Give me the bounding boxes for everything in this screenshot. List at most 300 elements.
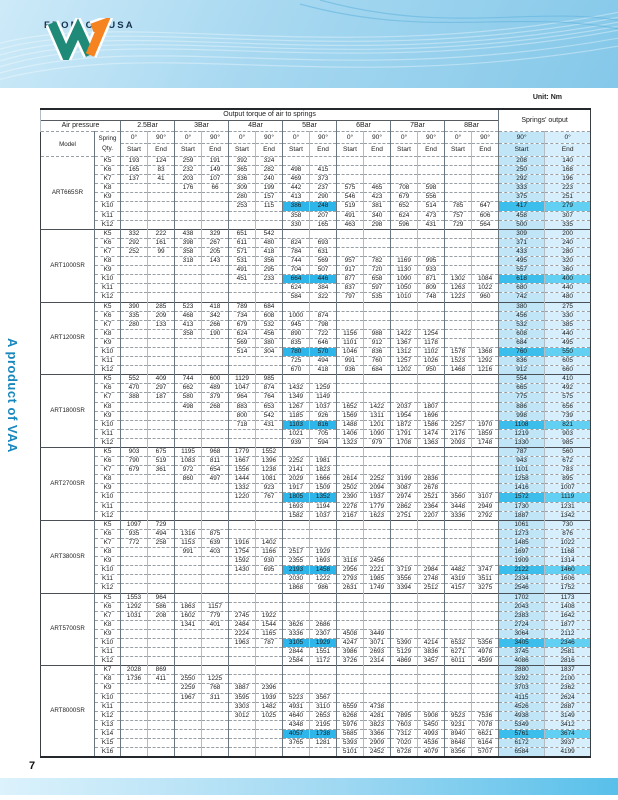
spring-qty-cell: K11 (95, 211, 121, 220)
torque-cell: 646 (310, 338, 337, 347)
torque-cell (418, 693, 445, 702)
torque-cell: 679 (391, 193, 418, 202)
springs-output-cell: 2887 (545, 702, 591, 711)
torque-cell (337, 466, 364, 475)
model-block (41, 520, 591, 593)
torque-cell: 624 (229, 329, 256, 338)
table-row (41, 211, 591, 220)
torque-cell: 1922 (256, 611, 283, 620)
torque-cell: 5707 (472, 748, 499, 758)
springs-output-cell: 1219 (499, 429, 545, 438)
torque-cell (391, 593, 418, 602)
table-row (41, 466, 591, 475)
torque-cell (364, 311, 391, 320)
torque-cell (148, 729, 175, 738)
torque-cell: 431 (418, 220, 445, 229)
torque-cell (418, 457, 445, 466)
springs-output-cell: 742 (499, 293, 545, 302)
torque-cell: 1267 (283, 402, 310, 411)
torque-cell: 3747 (472, 566, 499, 575)
torque-cell (175, 420, 202, 429)
torque-cell: 764 (256, 393, 283, 402)
end-header: End (202, 144, 229, 157)
table-row (41, 538, 591, 547)
torque-cell: 252 (121, 247, 148, 256)
torque-cell (202, 511, 229, 520)
torque-cell: 779 (202, 611, 229, 620)
torque-cell (310, 375, 337, 384)
torque-cell: 2949 (472, 502, 499, 511)
spring-qty-cell: K12 (95, 657, 121, 666)
springs-output-cell: 1101 (499, 466, 545, 475)
torque-cell: 431 (256, 420, 283, 429)
model-name: ART8000SR (41, 666, 95, 757)
torque-cell: 1929 (310, 548, 337, 557)
torque-cell (364, 247, 391, 256)
torque-cell (256, 366, 283, 375)
torque-cell: 2631 (337, 584, 364, 593)
torque-cell (472, 548, 499, 557)
torque-cell: 268 (202, 402, 229, 411)
model-name: ART5700SR (41, 593, 95, 666)
torque-cell (445, 184, 472, 193)
spring-qty-cell: K8 (95, 548, 121, 557)
torque-cell (418, 529, 445, 538)
end-header: End (472, 144, 499, 157)
springs-output-cell: 557 (499, 266, 545, 275)
springs-output-cell: 684 (499, 338, 545, 347)
torque-cell (175, 438, 202, 447)
torque-cell: 654 (202, 466, 229, 475)
brand-logo (42, 18, 182, 31)
torque-cell: 1090 (391, 275, 418, 284)
torque-cell (418, 320, 445, 329)
torque-cell: 1556 (229, 466, 256, 475)
table-title: Output torque of air to springs (41, 109, 499, 121)
torque-cell: 1667 (229, 457, 256, 466)
angle-header: 0° (337, 132, 364, 144)
torque-cell (256, 220, 283, 229)
torque-cell: 193 (121, 157, 148, 166)
torque-cell (472, 229, 499, 238)
torque-cell: 8648 (445, 739, 472, 748)
torque-cell: 670 (283, 366, 310, 375)
torque-cell (202, 493, 229, 502)
torque-cell (175, 511, 202, 520)
torque-cell (202, 484, 229, 493)
springs-output-cell: 672 (545, 457, 591, 466)
springs-output-cell: 4938 (499, 711, 545, 720)
springs-output-cell: 985 (545, 438, 591, 447)
torque-cell (391, 311, 418, 320)
torque-cell (364, 175, 391, 184)
torque-cell (229, 293, 256, 302)
table-row (41, 257, 591, 266)
torque-cell (337, 157, 364, 166)
start-header: Start (337, 144, 364, 157)
torque-cell: 936 (337, 366, 364, 375)
torque-cell (202, 338, 229, 347)
torque-cell: 415 (310, 166, 337, 175)
torque-cell (202, 593, 229, 602)
torque-cell (175, 293, 202, 302)
springs-output-cell: 196 (545, 175, 591, 184)
torque-cell: 1807 (418, 402, 445, 411)
torque-cell (256, 520, 283, 529)
torque-cell (148, 502, 175, 511)
springs-output-cell: 6172 (499, 739, 545, 748)
spring-qty-cell: K7 (95, 247, 121, 256)
torque-cell: 651 (229, 229, 256, 238)
torque-cell (472, 702, 499, 711)
torque-cell: 388 (121, 393, 148, 402)
torque-cell: 1509 (310, 484, 337, 493)
springs-output-cell: 2334 (499, 575, 545, 584)
torque-cell (202, 193, 229, 202)
torque-cell: 6011 (445, 657, 472, 666)
torque-cell: 1791 (391, 429, 418, 438)
torque-cell (148, 266, 175, 275)
torque-cell (445, 457, 472, 466)
torque-cell: 2748 (418, 575, 445, 584)
torque-cell (391, 693, 418, 702)
torque-cell: 2029 (283, 475, 310, 484)
springs-output-cell: 656 (545, 402, 591, 411)
table-row (41, 557, 591, 566)
torque-cell (148, 275, 175, 284)
torque-cell: 6621 (472, 729, 499, 738)
torque-cell: 1194 (310, 502, 337, 511)
torque-cell: 631 (310, 247, 337, 256)
springs-output-cell: 775 (499, 393, 545, 402)
springs-output-cell: 4115 (499, 693, 545, 702)
table-row (41, 693, 591, 702)
table-row (41, 675, 591, 684)
torque-cell: 957 (337, 257, 364, 266)
torque-cell: 2195 (310, 720, 337, 729)
torque-cell: 330 (283, 220, 310, 229)
table-row (41, 511, 591, 520)
spring-qty-cell: K10 (95, 693, 121, 702)
torque-cell: 1129 (229, 375, 256, 384)
torque-cell (472, 475, 499, 484)
torque-cell (229, 729, 256, 738)
torque-cell (202, 420, 229, 429)
torque-cell (202, 202, 229, 211)
torque-cell (148, 584, 175, 593)
springs-output-cell: 6584 (499, 748, 545, 758)
torque-cell (121, 620, 148, 629)
torque-cell (229, 584, 256, 593)
torque-cell: 809 (418, 284, 445, 293)
torque-cell: 1238 (256, 466, 283, 475)
torque-cell: 2584 (283, 657, 310, 666)
torque-cell: 358 (283, 211, 310, 220)
table-row (41, 657, 591, 666)
table-row (41, 329, 591, 338)
torque-cell (229, 648, 256, 657)
angle-header: 90° (472, 132, 499, 144)
torque-cell (391, 393, 418, 402)
springs-output-cell: 275 (545, 302, 591, 311)
torque-cell: 2390 (337, 493, 364, 502)
torque-cell: 480 (256, 238, 283, 247)
torque-cell: 639 (202, 538, 229, 547)
torque-cell (418, 393, 445, 402)
table-row (41, 238, 591, 247)
page-number: 7 (29, 760, 36, 772)
torque-cell (391, 629, 418, 638)
torque-cell: 5685 (337, 729, 364, 738)
torque-cell: 1652 (337, 402, 364, 411)
table-row (41, 529, 591, 538)
torque-cell: 991 (175, 548, 202, 557)
torque-cell: 2909 (364, 739, 391, 748)
torque-cell (472, 175, 499, 184)
spring-qty-cell: K11 (95, 357, 121, 366)
torque-cell (364, 457, 391, 466)
torque-cell: 6532 (445, 638, 472, 647)
torque-cell (175, 575, 202, 584)
springs-output-cell: 292 (499, 175, 545, 184)
springs-output-cell: 1173 (545, 593, 591, 602)
torque-cell: 3595 (229, 693, 256, 702)
spring-qty-cell: K10 (95, 493, 121, 502)
torque-cell (310, 448, 337, 457)
torque-cell (364, 520, 391, 529)
torque-cell (391, 157, 418, 166)
torque-cell (283, 529, 310, 538)
springs-output-cell: 1273 (499, 529, 545, 538)
torque-cell: 985 (256, 375, 283, 384)
end-header: End (418, 144, 445, 157)
torque-cell: 988 (364, 329, 391, 338)
springs-output-cell: 251 (545, 193, 591, 202)
torque-cell (121, 693, 148, 702)
torque-cell: 1341 (175, 620, 202, 629)
torque-cell: 258 (148, 538, 175, 547)
torque-cell (391, 175, 418, 184)
torque-cell (175, 202, 202, 211)
torque-cell (445, 538, 472, 547)
torque-cell: 149 (202, 166, 229, 175)
springs-output-cell: 5349 (499, 720, 545, 729)
torque-cell: 1929 (310, 638, 337, 647)
spring-qty-cell: K9 (95, 338, 121, 347)
table-row (41, 684, 591, 693)
springs-output-header: Springs' output (499, 109, 591, 132)
torque-cell: 1103 (283, 420, 310, 429)
torque-cell: 2396 (256, 684, 283, 693)
torque-cell (337, 384, 364, 393)
torque-cell: 968 (202, 448, 229, 457)
torque-cell: 498 (175, 402, 202, 411)
torque-cell: 945 (283, 320, 310, 329)
torque-cell: 2836 (418, 475, 445, 484)
springs-output-cell: 3064 (499, 629, 545, 638)
torque-cell: 1693 (283, 502, 310, 511)
springs-output-cell: 554 (499, 375, 545, 384)
torque-cell: 584 (283, 293, 310, 302)
torque-cell: 695 (256, 566, 283, 575)
torque-cell: 2512 (418, 584, 445, 593)
springs-output-cell: 440 (545, 284, 591, 293)
springs-output-cell: 2624 (545, 693, 591, 702)
torque-cell: 133 (148, 320, 175, 329)
torque-cell (418, 593, 445, 602)
torque-cell: 358 (175, 329, 202, 338)
springs-output-cell: 400 (545, 275, 591, 284)
torque-cell: 2693 (364, 648, 391, 657)
torque-cell: 3336 (445, 511, 472, 520)
torque-cell: 3726 (337, 657, 364, 666)
spring-qty-cell: K5 (95, 375, 121, 384)
angle-header: 90° (418, 132, 445, 144)
torque-cell (148, 257, 175, 266)
torque-cell (472, 629, 499, 638)
torque-cell (337, 693, 364, 702)
torque-cell: 9231 (445, 720, 472, 729)
torque-cell (472, 538, 499, 547)
torque-cell: 986 (310, 584, 337, 593)
torque-cell (391, 611, 418, 620)
torque-cell: 2307 (310, 629, 337, 638)
torque-cell: 2456 (364, 557, 391, 566)
torque-cell: 6728 (391, 748, 418, 758)
torque-cell: 4738 (364, 702, 391, 711)
torque-cell (337, 166, 364, 175)
torque-cell (121, 420, 148, 429)
torque-cell: 1738 (310, 729, 337, 738)
torque-cell (310, 748, 337, 758)
springs-output-cell: 760 (499, 347, 545, 356)
torque-cell: 5390 (391, 638, 418, 647)
torque-cell (202, 520, 229, 529)
torque-cell: 4640 (283, 711, 310, 720)
torque-cell: 4869 (391, 657, 418, 666)
springs-output-cell: 440 (545, 329, 591, 338)
torque-cell: 1332 (229, 484, 256, 493)
torque-cell: 800 (229, 411, 256, 420)
torque-cell: 413 (283, 193, 310, 202)
table-row (41, 302, 591, 311)
torque-cell (364, 666, 391, 675)
torque-cell: 497 (202, 475, 229, 484)
torque-cell (472, 384, 499, 393)
torque-cell: 1602 (175, 611, 202, 620)
torque-cell (256, 502, 283, 511)
torque-cell: 340 (364, 211, 391, 220)
torque-cell: 5908 (418, 711, 445, 720)
torque-cell (229, 511, 256, 520)
start-header: Start (445, 144, 472, 157)
torque-cell: 329 (202, 229, 229, 238)
torque-cell (121, 402, 148, 411)
torque-cell (445, 402, 472, 411)
torque-cell: 542 (256, 411, 283, 420)
torque-cell (202, 584, 229, 593)
torque-cell (148, 475, 175, 484)
torque-cell: 836 (364, 347, 391, 356)
torque-cell (364, 166, 391, 175)
torque-cell: 3887 (229, 684, 256, 693)
torque-cell: 2224 (229, 629, 256, 638)
torque-cell (148, 211, 175, 220)
torque-cell: 165 (310, 220, 337, 229)
torque-cell (175, 493, 202, 502)
torque-cell: 1097 (121, 520, 148, 529)
springs-output-cell: 333 (499, 184, 545, 193)
torque-cell: 2030 (283, 575, 310, 584)
torque-cell: 465 (364, 184, 391, 193)
torque-cell: 594 (310, 438, 337, 447)
spring-qty-cell: K13 (95, 720, 121, 729)
torque-cell: 2167 (337, 511, 364, 520)
torque-cell (445, 384, 472, 393)
torque-cell: 824 (283, 238, 310, 247)
torque-cell (229, 575, 256, 584)
torque-cell: 4079 (418, 748, 445, 758)
torque-cell: 2355 (283, 557, 310, 566)
torque-cell (337, 311, 364, 320)
torque-cell: 2257 (445, 420, 472, 429)
torque-cell: 1225 (202, 675, 229, 684)
torque-cell (121, 220, 148, 229)
torque-cell (148, 720, 175, 729)
torque-cell: 1779 (364, 502, 391, 511)
springs-output-cell: 1606 (545, 575, 591, 584)
torque-cell (445, 548, 472, 557)
torque-cell: 2751 (391, 511, 418, 520)
torque-cell (202, 293, 229, 302)
springs-output-cell: 208 (499, 157, 545, 166)
torque-cell (175, 711, 202, 720)
torque-cell: 1367 (391, 338, 418, 347)
torque-cell (283, 520, 310, 529)
springs-output-cell: 1642 (545, 611, 591, 620)
torque-cell (121, 511, 148, 520)
table-row (41, 484, 591, 493)
torque-cell: 491 (229, 266, 256, 275)
torque-cell (121, 584, 148, 593)
torque-cell: 2193 (283, 566, 310, 575)
torque-cell (175, 411, 202, 420)
torque-cell: 1553 (121, 593, 148, 602)
torque-cell: 816 (310, 420, 337, 429)
torque-cell (310, 602, 337, 611)
torque-cell (229, 357, 256, 366)
springs-output-cell: 168 (545, 166, 591, 175)
torque-cell: 1101 (337, 338, 364, 347)
pressure-header: 4Bar (229, 121, 283, 132)
torque-cell (445, 320, 472, 329)
torque-cell: 926 (310, 411, 337, 420)
torque-cell (202, 748, 229, 758)
side-text: A product of VAA (5, 338, 20, 453)
torque-cell (202, 566, 229, 575)
torque-cell (364, 684, 391, 693)
torque-cell (148, 620, 175, 629)
torque-cell: 798 (310, 320, 337, 329)
table-row (41, 311, 591, 320)
torque-cell: 6559 (337, 702, 364, 711)
spring-qty-cell: K7 (95, 666, 121, 675)
angle-header: 90° (256, 132, 283, 144)
springs-output-cell: 1108 (499, 420, 545, 429)
torque-cell: 290 (310, 193, 337, 202)
torque-cell (337, 538, 364, 547)
table-row (41, 193, 591, 202)
